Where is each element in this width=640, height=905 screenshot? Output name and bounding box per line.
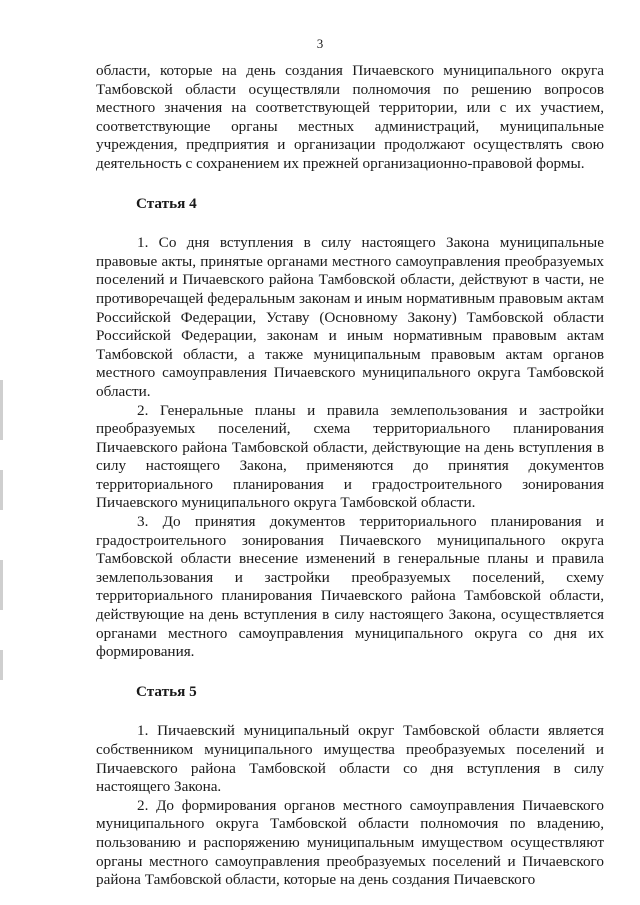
article-5-heading: Статья 5 (136, 682, 197, 700)
document-body (96, 62, 604, 890)
article-4-heading: Статья 4 (136, 194, 197, 212)
page-number: 3 (316, 36, 324, 51)
article-4-paragraph-3: 3. До принятия документов территориального планирования и градостроительного зонирования Пичаевского муниципального округа Тамбовской области внесение изменений в генеральные планы и правила землепользования и застройки преобразуемых поселений, схему территориального планирования Пичаевского района Тамбовской области, действующие на день вступления в силу настоящего Закона, осуществляется органами местного самоуправления муниципального округа со дня их формирования. (96, 513, 604, 661)
article-4-paragraph-2: 2. Генеральные планы и правила землепользования и застройки преобразуемых поселений, схема территориального планирования Пичаевского района Тамбовской области, действующие на день вступления в силу настоящего Закона, применяются до принятия документов территориального планирования и градостроительного зонирования Пичаевского муниципального округа Тамбовской области. (96, 401, 604, 512)
scan-edge-mark (0, 560, 3, 610)
scan-edge-mark (0, 470, 3, 510)
intro-paragraph: области, которые на день создания Пичаевского муниципального округа Тамбовской области осуществляли полномочия по решению вопросов местного значения на соответствующей территории, или с их участием, соответствующие органы местных администраций, муниципальные учреждения, предприятия и организации продолжают осуществлять свою деятельность с сохранением их прежней организационно-правовой формы. (96, 62, 604, 172)
scan-edge-mark (0, 650, 3, 680)
article-5-paragraph-2: 2. До формирования органов местного самоуправления Пичаевского муниципального округа Тамбовской области полномочия по владению, пользованию и распоряжению муниципальным имуществом осуществляют органы местного самоуправления преобразуемых поселений и Пичаевского района Тамбовской области, которые на день создания Пичаевского (96, 796, 604, 889)
article-5-paragraph-1: 1. Пичаевский муниципальный округ Тамбовской области является собственником муниципального имущества преобразуемых поселений и Пичаевского района Тамбовской области со дня вступления в силу настоящего Закона. (96, 722, 604, 796)
scan-edge-mark (0, 380, 3, 440)
article-4-paragraph-1: 1. Со дня вступления в силу настоящего Закона муниципальные правовые акты, принятые органами местного самоуправления преобразуемых поселений и Пичаевского района Тамбовской области, действуют в части, не противоречащей федеральным законам и иным нормативным правовым актам Российской Федерации, Уставу (Основному Закону) Тамбовской области Российской Федерации, законам и иным нормативным правовым актам Тамбовской области, а также муниципальным правовым актам органов местного самоуправления Пичаевского муниципального округа Тамбовской области. (96, 234, 604, 400)
